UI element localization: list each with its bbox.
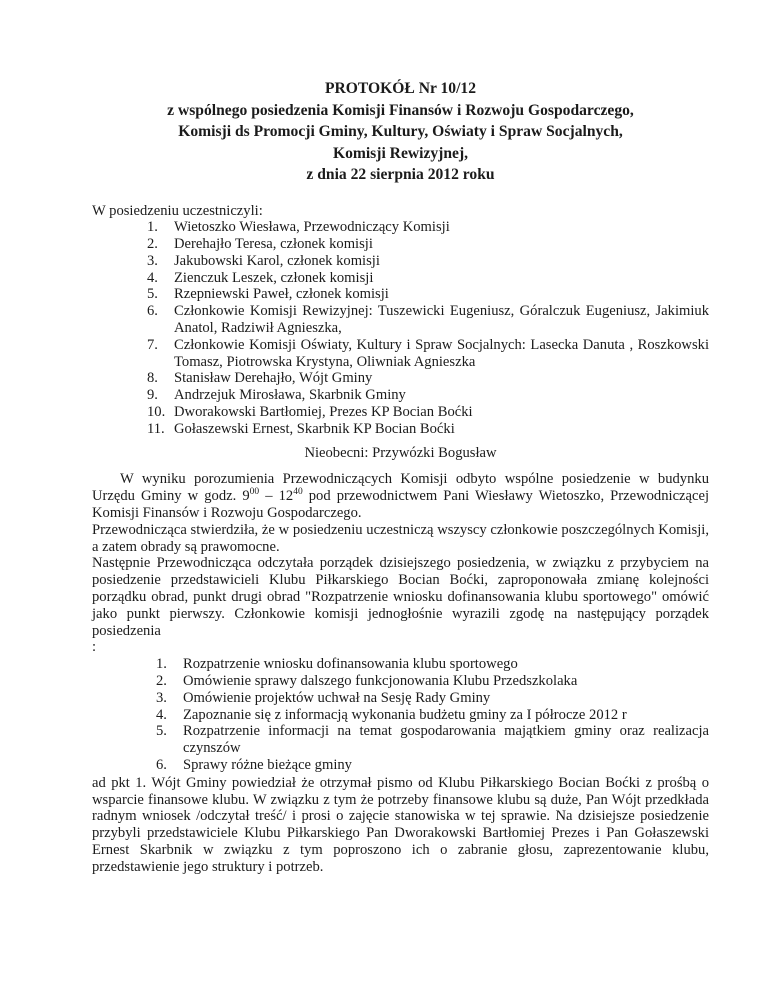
title-line-date: z dnia 22 sierpnia 2012 roku — [306, 166, 495, 183]
title-line-committees-1: z wspólnego posiedzenia Komisji Finansów i Rozwoju Gospodarczego, — [167, 101, 634, 119]
participant-number: 11. — [147, 420, 165, 437]
participant-text: Derehajło Teresa, członek komisji — [174, 236, 373, 253]
title-line-number: PROTOKÓŁ Nr 10/12 — [324, 80, 477, 97]
participant-item — [92, 404, 709, 421]
participant-number: 2. — [147, 236, 158, 253]
participant-text: Stanisław Derehajło, Wójt Gminy — [174, 370, 373, 387]
agenda-item — [92, 656, 709, 673]
agenda-item — [92, 707, 709, 724]
participant-number: 6. — [147, 303, 158, 320]
participant-number: 5. — [147, 286, 158, 303]
participants-list — [92, 219, 709, 437]
participant-item — [92, 337, 709, 371]
participant-item — [92, 270, 709, 287]
agenda-item — [92, 690, 709, 707]
participant-text: Dworakowski Bartłomiej, Prezes KP Bocian Boćki — [174, 404, 473, 421]
opening-text-after: pod przewodnictwem Pani Wiesławy Wietoszko, Przewodniczącej Komisji Finansów i Rozwoju Gospodarczego. — [92, 488, 710, 522]
agenda-item-text: Rozpatrzenie informacji na temat gospodarowania majątkiem gminy oraz realizacja czynszów — [183, 723, 709, 757]
agenda-item-text: Omówienie projektów uchwał na Sesję Rady Gminy — [183, 689, 491, 706]
agenda-item-text: Zapoznanie się z informacją wykonania budżetu gminy za I półrocze 2012 r — [183, 706, 627, 723]
participant-item — [92, 236, 709, 253]
participant-text: Członkowie Komisji Oświaty, Kultury i Spraw Socjalnych: Lasecka Danuta , Roszkowski Tomasz, Piotrowska Krystyna, Oliwniak Agnieszka — [174, 336, 709, 370]
agenda-list — [92, 656, 709, 774]
title-line-committees-2: Komisji ds Promocji Gminy, Kultury, Oświaty i Spraw Socjalnych, — [178, 123, 623, 140]
participant-number: 7. — [147, 336, 158, 353]
agenda-item-number: 4. — [156, 706, 167, 723]
start-time-superscript: 00 — [249, 487, 260, 498]
participant-text: Andrzejuk Mirosława, Skarbnik Gminy — [174, 387, 406, 404]
absent-line: Nieobecni: Przywózki Bogusław — [304, 444, 497, 461]
participant-text: Rzepniewski Paweł, członek komisji — [174, 286, 389, 303]
document-title — [92, 78, 709, 186]
participant-number: 4. — [147, 269, 158, 286]
colon-line: : — [92, 639, 97, 656]
point-one-paragraph: ad pkt 1. Wójt Gminy powiedział że otrzymał pismo od Klubu Piłkarskiego Bocian Boćki z prośbą o wsparcie finansowe klubu. W związku z tym że potrzeby finansowe klubu są duże, Pan Wójt przedkłada radnym wniosek /odczytał treść/ i prosi o zajęcie stanowiska w tej sprawie. Na dzisiejsze posiedzenie przybyli przedstawiciele Klubu Piłkarskiego Pan Dworakowski Bartłomiej Prezes i Pan Gołaszewski Ernest Skarbnik w związku z tym poproszono ich o zabranie głosu, zaprezentowanie klubu, przedstawienie jego struktury i potrzeb. — [92, 774, 709, 875]
participant-item — [92, 253, 709, 270]
participant-item — [92, 303, 709, 337]
participant-text: Zienczuk Leszek, członek komisji — [174, 269, 374, 286]
opening-paragraph — [92, 471, 709, 521]
participant-text: Gołaszewski Ernest, Skarbnik KP Bocian Boćki — [174, 420, 455, 437]
agenda-item-text: Omówienie sprawy dalszego funkcjonowania Klubu Przedszkolaka — [183, 673, 578, 690]
participant-text: Członkowie Komisji Rewizyjnej: Tuszewicki Eugeniusz, Góralczuk Eugeniusz, Jakimiuk Anatol, Radziwił Agnieszka, — [174, 303, 709, 337]
quorum-paragraph: Przewodnicząca stwierdziła, że w posiedzeniu uczestniczą wszyscy członkowie poszczególnych Komisji, a zatem obrady są prawomocne. — [92, 521, 709, 555]
opening-text-between: – 12 — [259, 488, 294, 505]
participant-number: 10. — [147, 404, 166, 421]
participant-text: Wietoszko Wiesława, Przewodniczący Komisji — [174, 219, 450, 236]
agenda-item — [92, 673, 709, 690]
participant-item — [92, 387, 709, 404]
agenda-item-number: 2. — [156, 673, 167, 690]
agenda-item-number: 5. — [156, 723, 167, 740]
participant-number: 3. — [147, 252, 158, 269]
agenda-item-number: 1. — [156, 656, 167, 673]
participant-item — [92, 370, 709, 387]
participant-item — [92, 421, 709, 438]
agenda-item — [92, 723, 709, 757]
agenda-item-text: Rozpatrzenie wniosku dofinansowania klubu sportowego — [183, 656, 518, 673]
title-line-committees-3: Komisji Rewizyjnej, — [332, 144, 469, 162]
participant-number: 9. — [147, 387, 158, 404]
participant-item — [92, 219, 709, 236]
attendees-heading: W posiedzeniu uczestniczyli: — [92, 202, 263, 219]
participant-number: 1. — [147, 219, 158, 236]
participant-text: Jakubowski Karol, członek komisji — [174, 252, 380, 269]
participant-number: 8. — [147, 370, 158, 387]
agenda-item-text: Sprawy różne bieżące gminy — [183, 757, 352, 773]
participant-item — [92, 286, 709, 303]
agenda-item — [92, 757, 709, 774]
agenda-intro-paragraph: Następnie Przewodnicząca odczytała porządek dzisiejszego posiedzenia, w związku z przybyciem na posiedzenie przedstawicieli Klubu Piłkarskiego Bocian Boćki, zaproponowała zmianę kolejności porządku obrad, punkt drugi obrad "Rozpatrzenie wniosku dofinansowania klubu sportowego" omówić jako punkt pierwszy. Członkowie komisji jednogłośnie wyrazili zgodę na następujący porządek posiedzenia — [92, 555, 709, 639]
end-time-superscript: 40 — [293, 487, 303, 498]
opening-text-before: W wyniku porozumienia Przewodniczących Komisji odbyto wspólne posiedzenie w budynku Urzędu Gminy w godz. 9 — [92, 471, 709, 505]
agenda-item-number: 3. — [156, 689, 167, 706]
agenda-item-number: 6. — [156, 757, 167, 773]
